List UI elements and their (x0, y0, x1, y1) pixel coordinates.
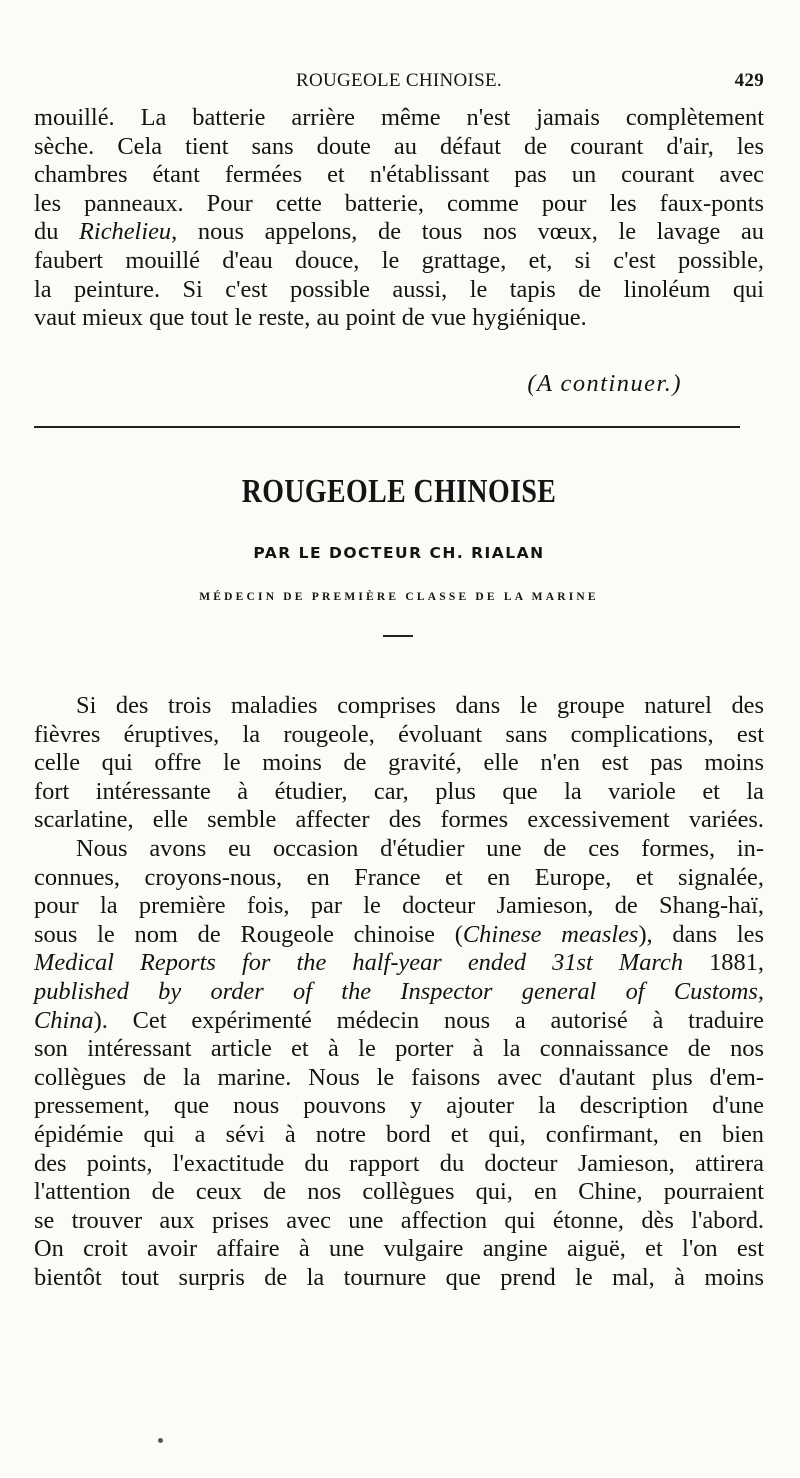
text-line: Si des trois maladies comprises dans le groupe naturel des (76, 692, 764, 719)
text-line: vaut mieux que tout le reste, au point de vue hygiénique. (34, 304, 587, 332)
author-affiliation: MÉDECIN DE PREMIÈRE CLASSE DE LA MARINE (199, 591, 599, 603)
text-segment: , nous appelons, de tous nos vœux, le lavage au (171, 218, 764, 246)
italic-text: Richelieu (79, 218, 172, 246)
text-line: l'attention de ceux de nos collègues qui, en Chine, pourraient (34, 1178, 764, 1206)
running-head-title: ROUGEOLE CHINOISE. (296, 70, 502, 91)
text-line: On croit avoir affaire à une vulgaire angine aiguë, et l'on est (34, 1235, 764, 1263)
text-line: épidémie qui a sévi à notre bord et qui, confirmant, en bien (34, 1120, 764, 1148)
text-line: la peinture. Si c'est possible aussi, le tapis de linoléum qui (34, 275, 764, 303)
text-line (34, 978, 764, 1007)
text-line: sèche. Cela tient sans doute au défaut de courant d'air, les (34, 132, 764, 160)
text-line: pressement, que nous pouvons y ajouter la description d'une (34, 1092, 764, 1120)
text-line: des points, l'exactitude du rapport du docteur Jamieson, attirera (34, 1149, 764, 1177)
text-line (34, 949, 764, 978)
text-line: son intéressant article et à le porter à la connaissance de nos (34, 1035, 764, 1063)
text-line: chambres étant fermées et n'établissant pas un courant avec (34, 161, 764, 189)
article-byline: PAR LE DOCTEUR CH. RIALAN (253, 544, 545, 562)
text-segment: ), dans les (638, 920, 764, 948)
text-segment: sous le nom de Rougeole chinoise ( (34, 920, 463, 948)
book-page (34, 0, 764, 1478)
text-line: bientôt tout surpris de la tournure que prend le mal, à moins (34, 1263, 764, 1291)
text-segment: ). Cet expérimenté médecin nous a autorisé à traduire (93, 1006, 764, 1034)
continued-paragraph (34, 104, 764, 333)
continued-article-text (34, 104, 764, 333)
article-paragraph-2 (34, 835, 764, 1293)
text-line: les panneaux. Pour cette batterie, comme pour les faux-ponts (34, 189, 764, 217)
text-line: pour la première fois, par le docteur Jamieson, de Shang-haï, (34, 892, 764, 920)
text-line: faubert mouillé d'eau douce, le grattage, et, si c'est possible, (34, 246, 764, 274)
text-line: collègues de la marine. Nous le faisons avec d'autant plus d'em- (34, 1063, 764, 1091)
text-line: connues, croyons-nous, en France et en Europe, et signalée, (34, 863, 764, 891)
text-line: Nous avons eu occasion d'étudier une de ces formes, in- (76, 834, 764, 862)
text-line: celle qui offre le moins de gravité, elle n'en est pas moins (34, 749, 764, 777)
article-title: ROUGEOLE CHINOISE (241, 473, 557, 510)
article-paragraph-1 (34, 692, 764, 835)
text-line (34, 218, 764, 247)
section-divider (34, 426, 740, 428)
text-line (34, 1007, 764, 1036)
to-be-continued-note: (A continuer.) (527, 370, 682, 397)
italic-text: published by order of the Inspector general of Customs, (34, 977, 764, 1005)
text-line: se trouver aux prises avec une affection qui étonne, dès l'abord. (34, 1206, 764, 1234)
title-separator (383, 635, 413, 637)
text-line: mouillé. La batterie arrière même n'est jamais complètement (34, 104, 764, 131)
running-head (34, 70, 764, 100)
article-body (34, 692, 764, 1292)
text-line (34, 921, 764, 950)
italic-text: Medical Reports for the half-year ended 31st March (34, 949, 684, 977)
italic-text: China (34, 1006, 94, 1034)
text-line: fort intéressante à étudier, car, plus que la variole et la (34, 777, 764, 805)
page-speck (158, 1438, 163, 1443)
page-number: 429 (734, 70, 764, 91)
text-segment: 1881, (683, 949, 764, 977)
text-segment: du (34, 218, 80, 246)
text-line: scarlatine, elle semble affecter des formes excessivement variées. (34, 806, 764, 834)
text-line: fièvres éruptives, la rougeole, évoluant sans complications, est (34, 720, 764, 748)
italic-text: Chinese measles (462, 920, 639, 948)
